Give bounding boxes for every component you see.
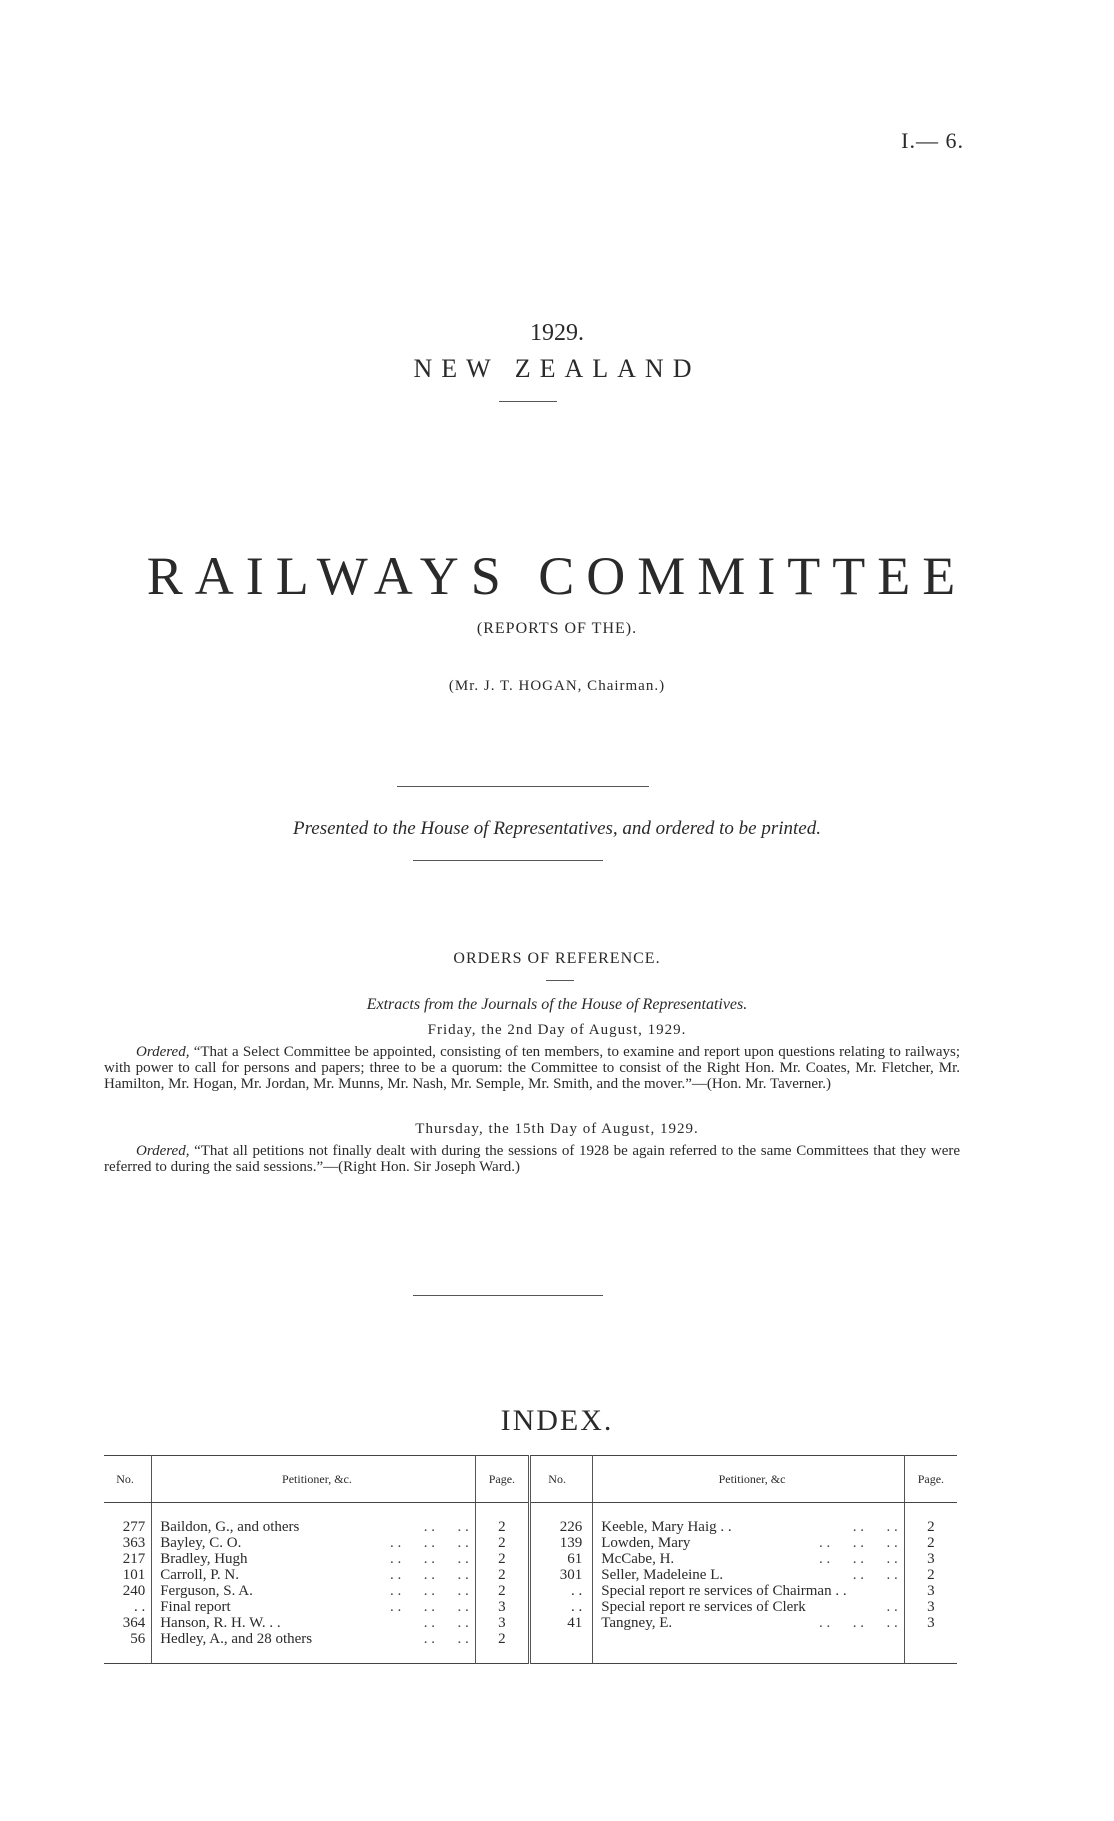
order-date: Thursday, the 15th Day of August, 1929.	[415, 1121, 699, 1137]
column-header-petitioner: Petitioner, &c	[593, 1456, 904, 1503]
petitioner-name: Special report re services of Clerk	[601, 1599, 806, 1615]
divider	[499, 401, 557, 402]
leader-dots: . . . . . .	[389, 1599, 469, 1615]
entry-number: 61	[567, 1551, 583, 1567]
page-number: 3	[927, 1583, 935, 1599]
ordered-label: Ordered,	[136, 1044, 190, 1060]
page-number: 3	[927, 1599, 935, 1615]
index-title: INDEX.	[500, 1404, 614, 1437]
petitioner-name: Ferguson, S. A.	[160, 1583, 253, 1599]
entry-number: 363	[122, 1535, 146, 1551]
table-row	[104, 1615, 957, 1631]
leader-dots: . . . . . .	[389, 1583, 469, 1599]
column-header-page: Page.	[475, 1456, 529, 1503]
leader-dots: . . . .	[423, 1631, 469, 1647]
page-number: 2	[498, 1551, 506, 1567]
country: NEW ZEALAND	[413, 354, 701, 383]
petitioner-name: McCabe, H.	[601, 1551, 675, 1567]
entry-number: 101	[122, 1567, 146, 1583]
order-paragraph	[104, 1044, 960, 1092]
leader-dots: . . . . . .	[818, 1615, 898, 1631]
table-row	[104, 1519, 957, 1535]
table-row	[104, 1567, 957, 1583]
page-number: 2	[498, 1583, 506, 1599]
leader-dots: . . . .	[852, 1519, 898, 1535]
document-reference: I.— 6.	[901, 128, 964, 153]
entry-number: 56	[130, 1631, 146, 1647]
page-title: RAILWAYS COMMITTEE	[146, 546, 968, 606]
page-number: 2	[498, 1535, 506, 1551]
leader-dots: . . . . . .	[389, 1535, 469, 1551]
entry-number: 41	[567, 1615, 583, 1631]
page-number: 2	[498, 1519, 506, 1535]
extracts-line: Extracts from the Journals of the House of Representatives.	[366, 996, 748, 1013]
entry-number: 139	[559, 1535, 583, 1551]
entry-number: 217	[122, 1551, 146, 1567]
order-paragraph	[104, 1143, 960, 1175]
order-text: “That all petitions not finally dealt with during the sessions of 1928 be again referred to the same Committees that they were referred to during the said sessions.”—(Right Hon. Sir Joseph Ward.)	[104, 1143, 961, 1175]
leader-dots: . .	[886, 1599, 898, 1615]
petitioner-name: Hedley, A., and 28 others	[160, 1631, 313, 1647]
petitioner-name: Hanson, R. H. W. . .	[160, 1615, 281, 1631]
petitioner-name: Keeble, Mary Haig . .	[601, 1519, 732, 1535]
page-number: 3	[498, 1615, 506, 1631]
page-number: 2	[927, 1567, 935, 1583]
page-number: 2	[498, 1567, 506, 1583]
order-date: Friday, the 2nd Day of August, 1929.	[427, 1022, 687, 1038]
leader-dots: . . . . . .	[389, 1551, 469, 1567]
entry-number: 240	[122, 1583, 146, 1599]
table-row	[104, 1631, 957, 1647]
leader-dots: . . . . . .	[389, 1567, 469, 1583]
table-row	[104, 1583, 957, 1599]
petitioner-name: Bradley, Hugh	[160, 1551, 248, 1567]
entry-number: 277	[122, 1519, 146, 1535]
divider	[546, 980, 574, 981]
entry-number: 226	[559, 1519, 583, 1535]
subtitle: (REPORTS OF THE).	[476, 620, 638, 637]
petitioner-name: Bayley, C. O.	[160, 1535, 242, 1551]
petitioner-name: Final report	[160, 1599, 231, 1615]
ordered-label: Ordered,	[136, 1143, 190, 1159]
petitioner-name: Special report re services of Chairman . .	[601, 1583, 847, 1599]
petitioner-name: Baildon, G., and others	[160, 1519, 300, 1535]
leader-dots: . . . .	[423, 1615, 469, 1631]
column-header-no: No.	[529, 1456, 592, 1503]
page-number: 2	[927, 1535, 935, 1551]
orders-heading: ORDERS OF REFERENCE.	[453, 950, 661, 967]
order-text: “That a Select Committee be appointed, consisting of ten members, to examine and report upon questions relating to railways; with power to call for persons and papers; three to be a quorum: the Committee to consist of the Right Hon. Mr. Coates, Mr. Fletcher, Mr. Hamilton, Mr. Hogan, Mr. Jordan, Mr. Munns, Mr. Nash, Mr. Semple, Mr. Smith, and the mover.”—(Hon. Mr. Taverner.)	[104, 1044, 961, 1092]
column-header-no: No.	[104, 1456, 152, 1503]
divider	[397, 786, 649, 787]
petitioner-name: Seller, Madeleine L.	[601, 1567, 724, 1583]
page-number: 3	[927, 1615, 935, 1631]
leader-dots: . . . .	[852, 1567, 898, 1583]
spacer-row	[104, 1503, 957, 1520]
page-number: 3	[927, 1551, 935, 1567]
presented-line: Presented to the House of Representatives, and ordered to be printed.	[292, 818, 821, 839]
leader-dots: . . . . . .	[818, 1535, 898, 1551]
column-header-page: Page.	[904, 1456, 957, 1503]
entry-number: . .	[571, 1599, 583, 1615]
petitioner-name: Tangney, E.	[601, 1615, 673, 1631]
column-header-petitioner: Petitioner, &c.	[152, 1456, 476, 1503]
divider	[413, 1295, 603, 1296]
table-row	[104, 1599, 957, 1615]
page-number: 2	[498, 1631, 506, 1647]
entry-number: 364	[122, 1615, 146, 1631]
leader-dots: . . . . . .	[818, 1551, 898, 1567]
entry-number: . .	[133, 1599, 146, 1615]
divider	[413, 860, 603, 861]
table-header-row	[104, 1456, 957, 1503]
petitioner-name: Lowden, Mary	[601, 1535, 691, 1551]
page-number: 3	[498, 1599, 506, 1615]
table-row	[104, 1551, 957, 1567]
table-row	[104, 1535, 957, 1551]
spacer-row	[104, 1647, 957, 1664]
leader-dots: . . . .	[423, 1519, 469, 1535]
entry-number: . .	[571, 1583, 583, 1599]
index-table	[104, 1455, 957, 1664]
chairman-line: (Mr. J. T. HOGAN, Chairman.)	[448, 678, 666, 694]
entry-number: 301	[559, 1567, 583, 1583]
year: 1929.	[530, 320, 584, 346]
petitioner-name: Carroll, P. N.	[160, 1567, 239, 1583]
page-number: 2	[927, 1519, 935, 1535]
